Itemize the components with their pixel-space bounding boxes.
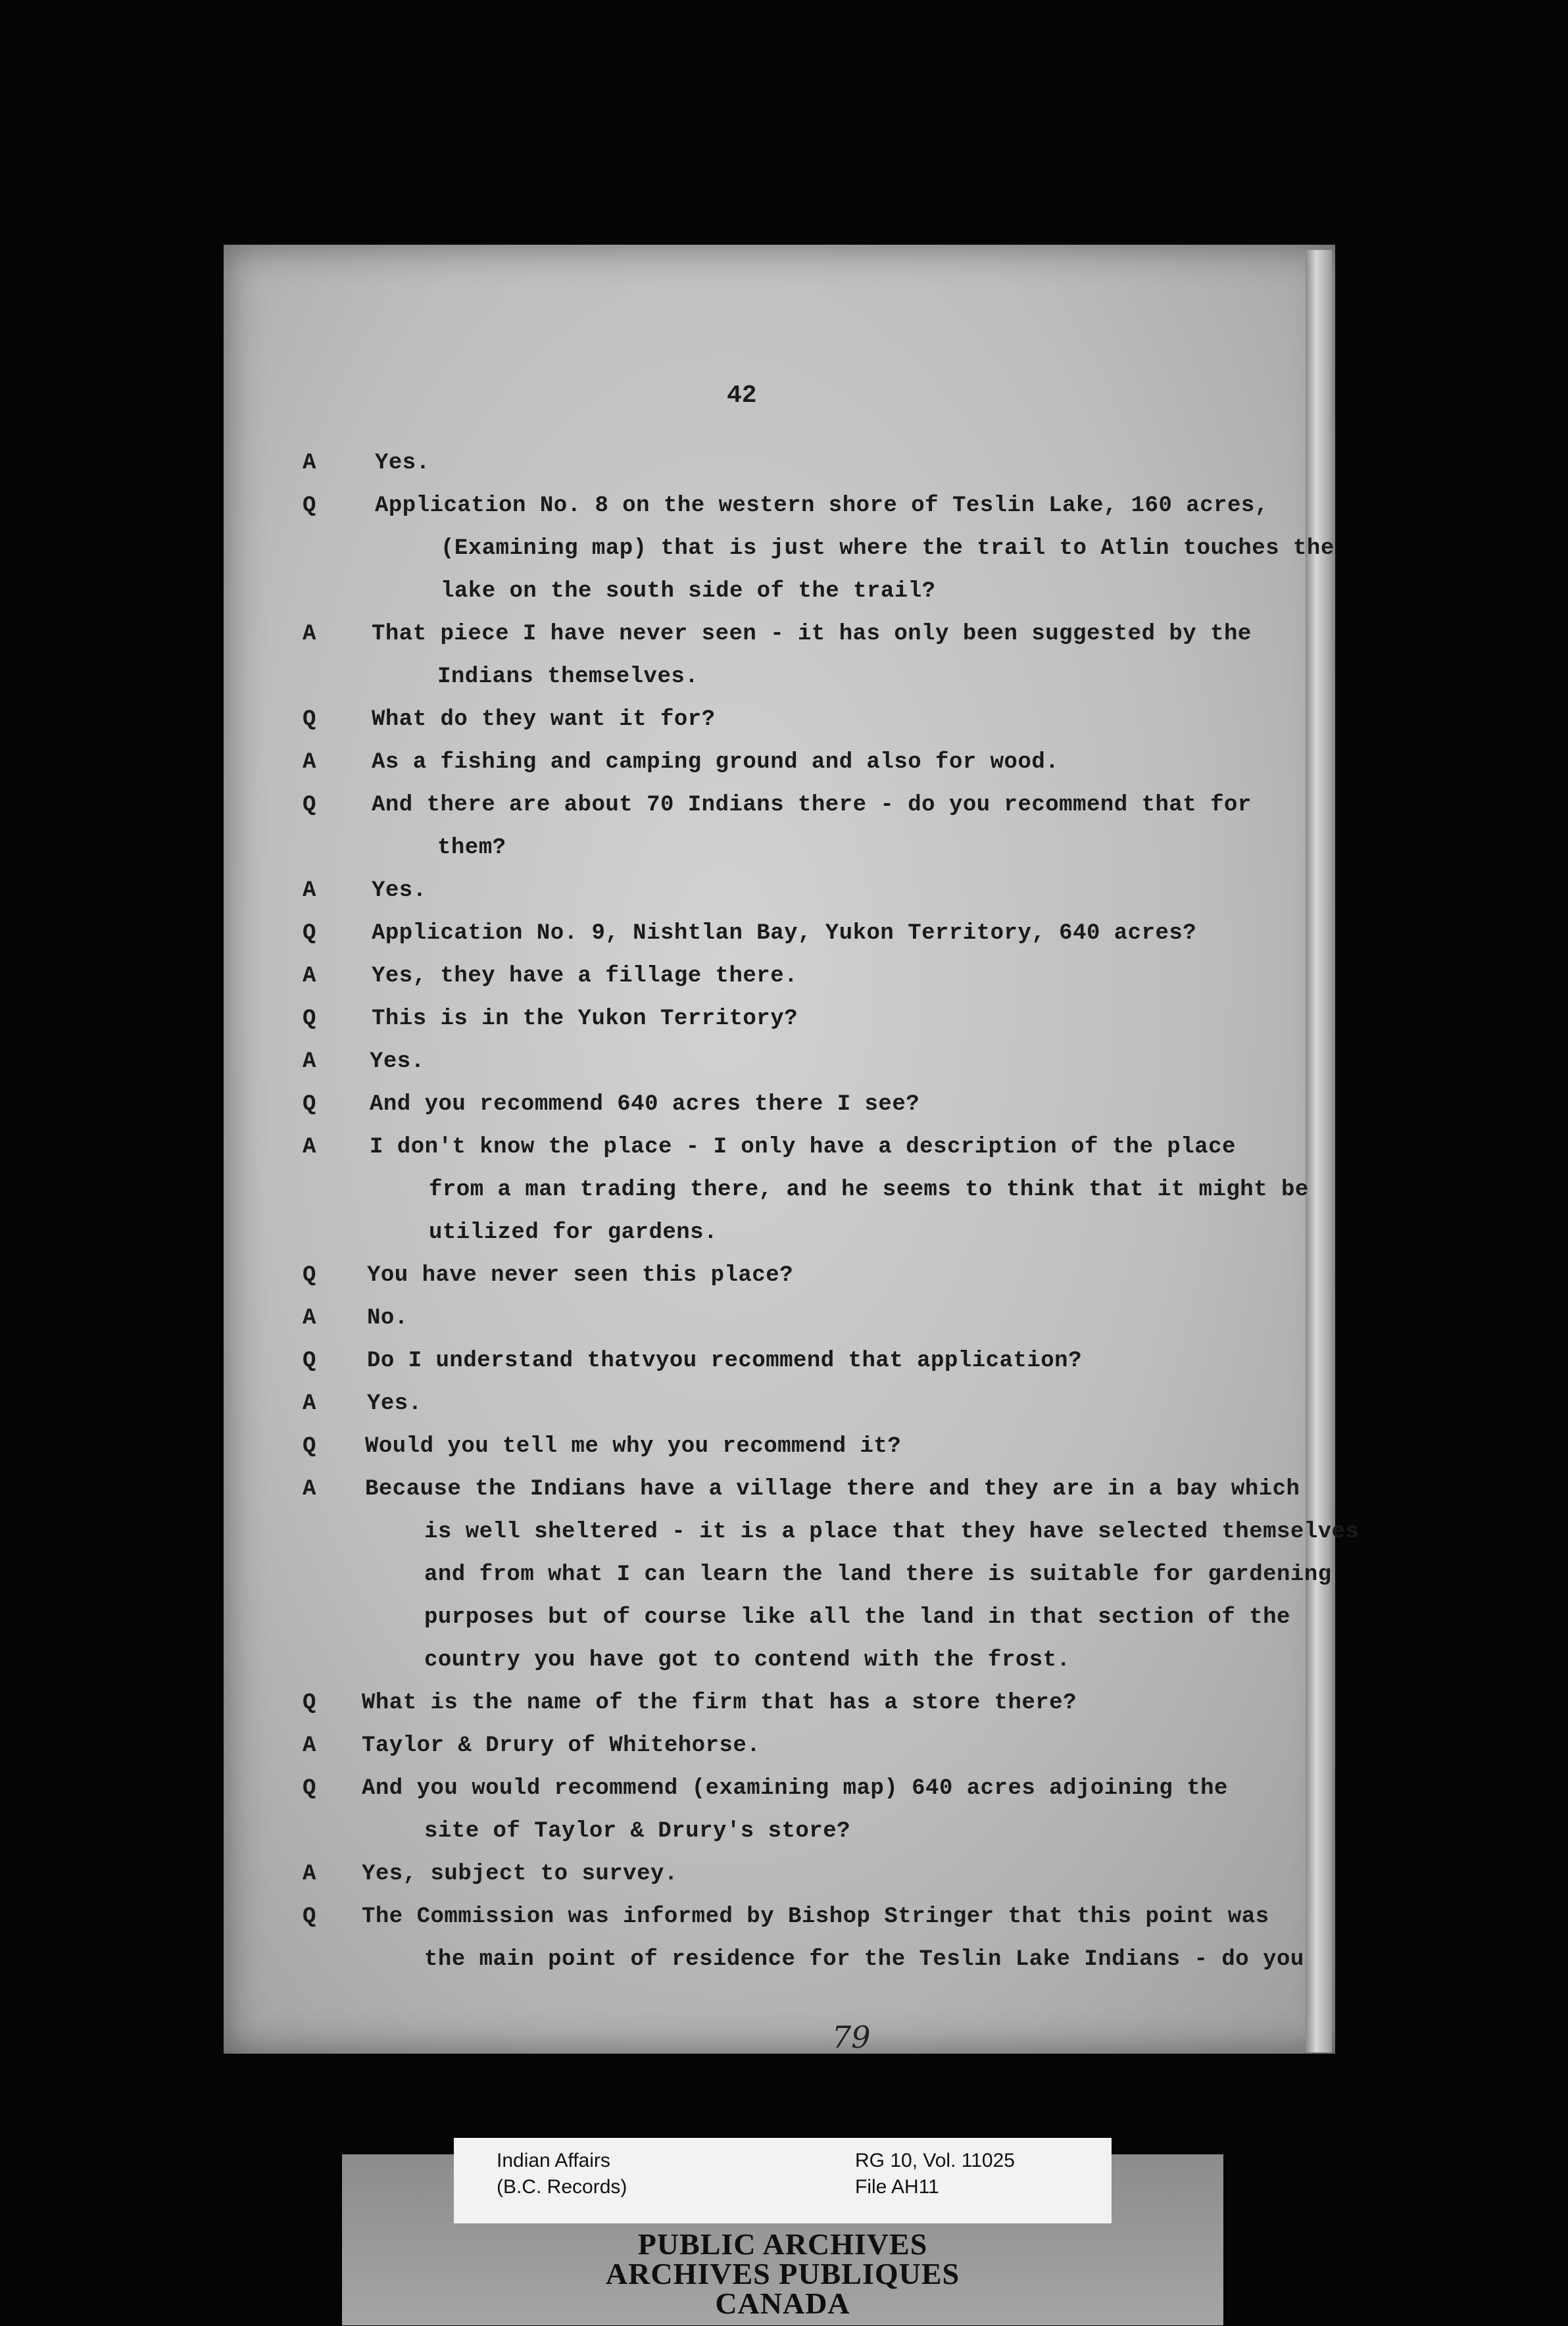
line-text: What do they want it for? xyxy=(372,707,716,732)
question-marker: Q xyxy=(303,921,316,946)
handwritten-folio-number: 79 xyxy=(832,2019,871,2055)
line-text: You have never seen this place? xyxy=(367,1263,794,1288)
line-text: Application No. 9, Nishtlan Bay, Yukon Territory, 640 acres? xyxy=(372,921,1197,946)
answer-marker: A xyxy=(303,1733,316,1758)
question-marker: Q xyxy=(303,1349,316,1373)
question-marker: Q xyxy=(303,1006,316,1031)
page-edge xyxy=(1306,250,1332,2052)
line-text: Yes, they have a fillage there. xyxy=(372,964,798,989)
line-text: Because the Indians have a village there and they are in a bay which xyxy=(365,1477,1300,1502)
line-text: purposes but of course like all the land in that section of the xyxy=(424,1605,1290,1630)
answer-marker: A xyxy=(303,1862,316,1887)
line-text: This is in the Yukon Territory? xyxy=(372,1006,798,1031)
label-left-line-2: (B.C. Records) xyxy=(497,2176,627,2198)
label-right-line-2: File AH11 xyxy=(855,2176,939,2198)
stamp-line-1: PUBLIC ARCHIVES xyxy=(637,2227,928,2261)
line-text: I don't know the place - I only have a description of the place xyxy=(370,1135,1236,1160)
question-marker: Q xyxy=(303,1092,316,1117)
line-text: The Commission was informed by Bishop Stringer that this point was xyxy=(362,1904,1269,1929)
answer-marker: A xyxy=(303,1306,316,1331)
line-text: That piece I have never seen - it has only been suggested by the xyxy=(372,622,1252,647)
label-left-line-1: Indian Affairs xyxy=(497,2150,610,2171)
line-text: (Examining map) that is just where the trail to Atlin touches the xyxy=(441,536,1335,561)
answer-marker: A xyxy=(303,750,316,775)
line-text: is well sheltered - it is a place that they have selected themselves xyxy=(424,1520,1360,1545)
line-text: And you would recommend (examining map) 640 acres adjoining the xyxy=(362,1776,1228,1801)
line-text: site of Taylor & Drury's store? xyxy=(424,1819,851,1844)
label-right-line-1: RG 10, Vol. 11025 xyxy=(855,2150,1015,2171)
line-text: utilized for gardens. xyxy=(429,1220,718,1245)
answer-marker: A xyxy=(303,1477,316,1502)
line-text: Yes. xyxy=(375,451,430,476)
answer-marker: A xyxy=(303,451,316,476)
question-marker: Q xyxy=(303,1434,316,1459)
line-text: country you have got to contend with the frost. xyxy=(424,1648,1071,1673)
line-text: And there are about 70 Indians there - do you recommend that for xyxy=(372,793,1252,818)
line-text: Would you tell me why you recommend it? xyxy=(365,1434,902,1459)
stamp-line-2: ARCHIVES PUBLIQUES xyxy=(605,2257,960,2290)
answer-marker: A xyxy=(303,622,316,647)
line-text: As a fishing and camping ground and also for wood. xyxy=(372,750,1060,775)
question-marker: Q xyxy=(303,707,316,732)
line-text: from a man trading there, and he seems to think that it might be xyxy=(429,1177,1309,1202)
line-text: Do I understand thatvyou recommend that application? xyxy=(367,1349,1082,1373)
question-marker: Q xyxy=(303,493,316,518)
question-marker: Q xyxy=(303,1904,316,1929)
line-text: And you recommend 640 acres there I see? xyxy=(370,1092,920,1117)
line-text: Yes. xyxy=(370,1049,425,1074)
line-text: No. xyxy=(367,1306,408,1331)
answer-marker: A xyxy=(303,1049,316,1074)
line-text: Yes. xyxy=(372,878,427,903)
line-text: Indians themselves. xyxy=(437,664,699,689)
line-text: the main point of residence for the Teslin Lake Indians - do you xyxy=(424,1947,1304,1972)
answer-marker: A xyxy=(303,1391,316,1416)
line-text: Yes, subject to survey. xyxy=(362,1862,678,1887)
question-marker: Q xyxy=(303,793,316,818)
line-text: What is the name of the firm that has a store there? xyxy=(362,1691,1077,1716)
stamp-line-3: CANADA xyxy=(715,2287,850,2320)
line-text: them? xyxy=(437,835,506,860)
question-marker: Q xyxy=(303,1776,316,1801)
answer-marker: A xyxy=(303,964,316,989)
line-text: Yes. xyxy=(367,1391,422,1416)
line-text: lake on the south side of the trail? xyxy=(441,579,936,604)
answer-marker: A xyxy=(303,878,316,903)
question-marker: Q xyxy=(303,1691,316,1716)
line-text: Taylor & Drury of Whitehorse. xyxy=(362,1733,761,1758)
line-text: Application No. 8 on the western shore of Teslin Lake, 160 acres, xyxy=(375,493,1269,518)
question-marker: Q xyxy=(303,1263,316,1288)
page-number: 42 xyxy=(727,382,757,410)
line-text: and from what I can learn the land there is suitable for gardening xyxy=(424,1562,1332,1587)
answer-marker: A xyxy=(303,1135,316,1160)
